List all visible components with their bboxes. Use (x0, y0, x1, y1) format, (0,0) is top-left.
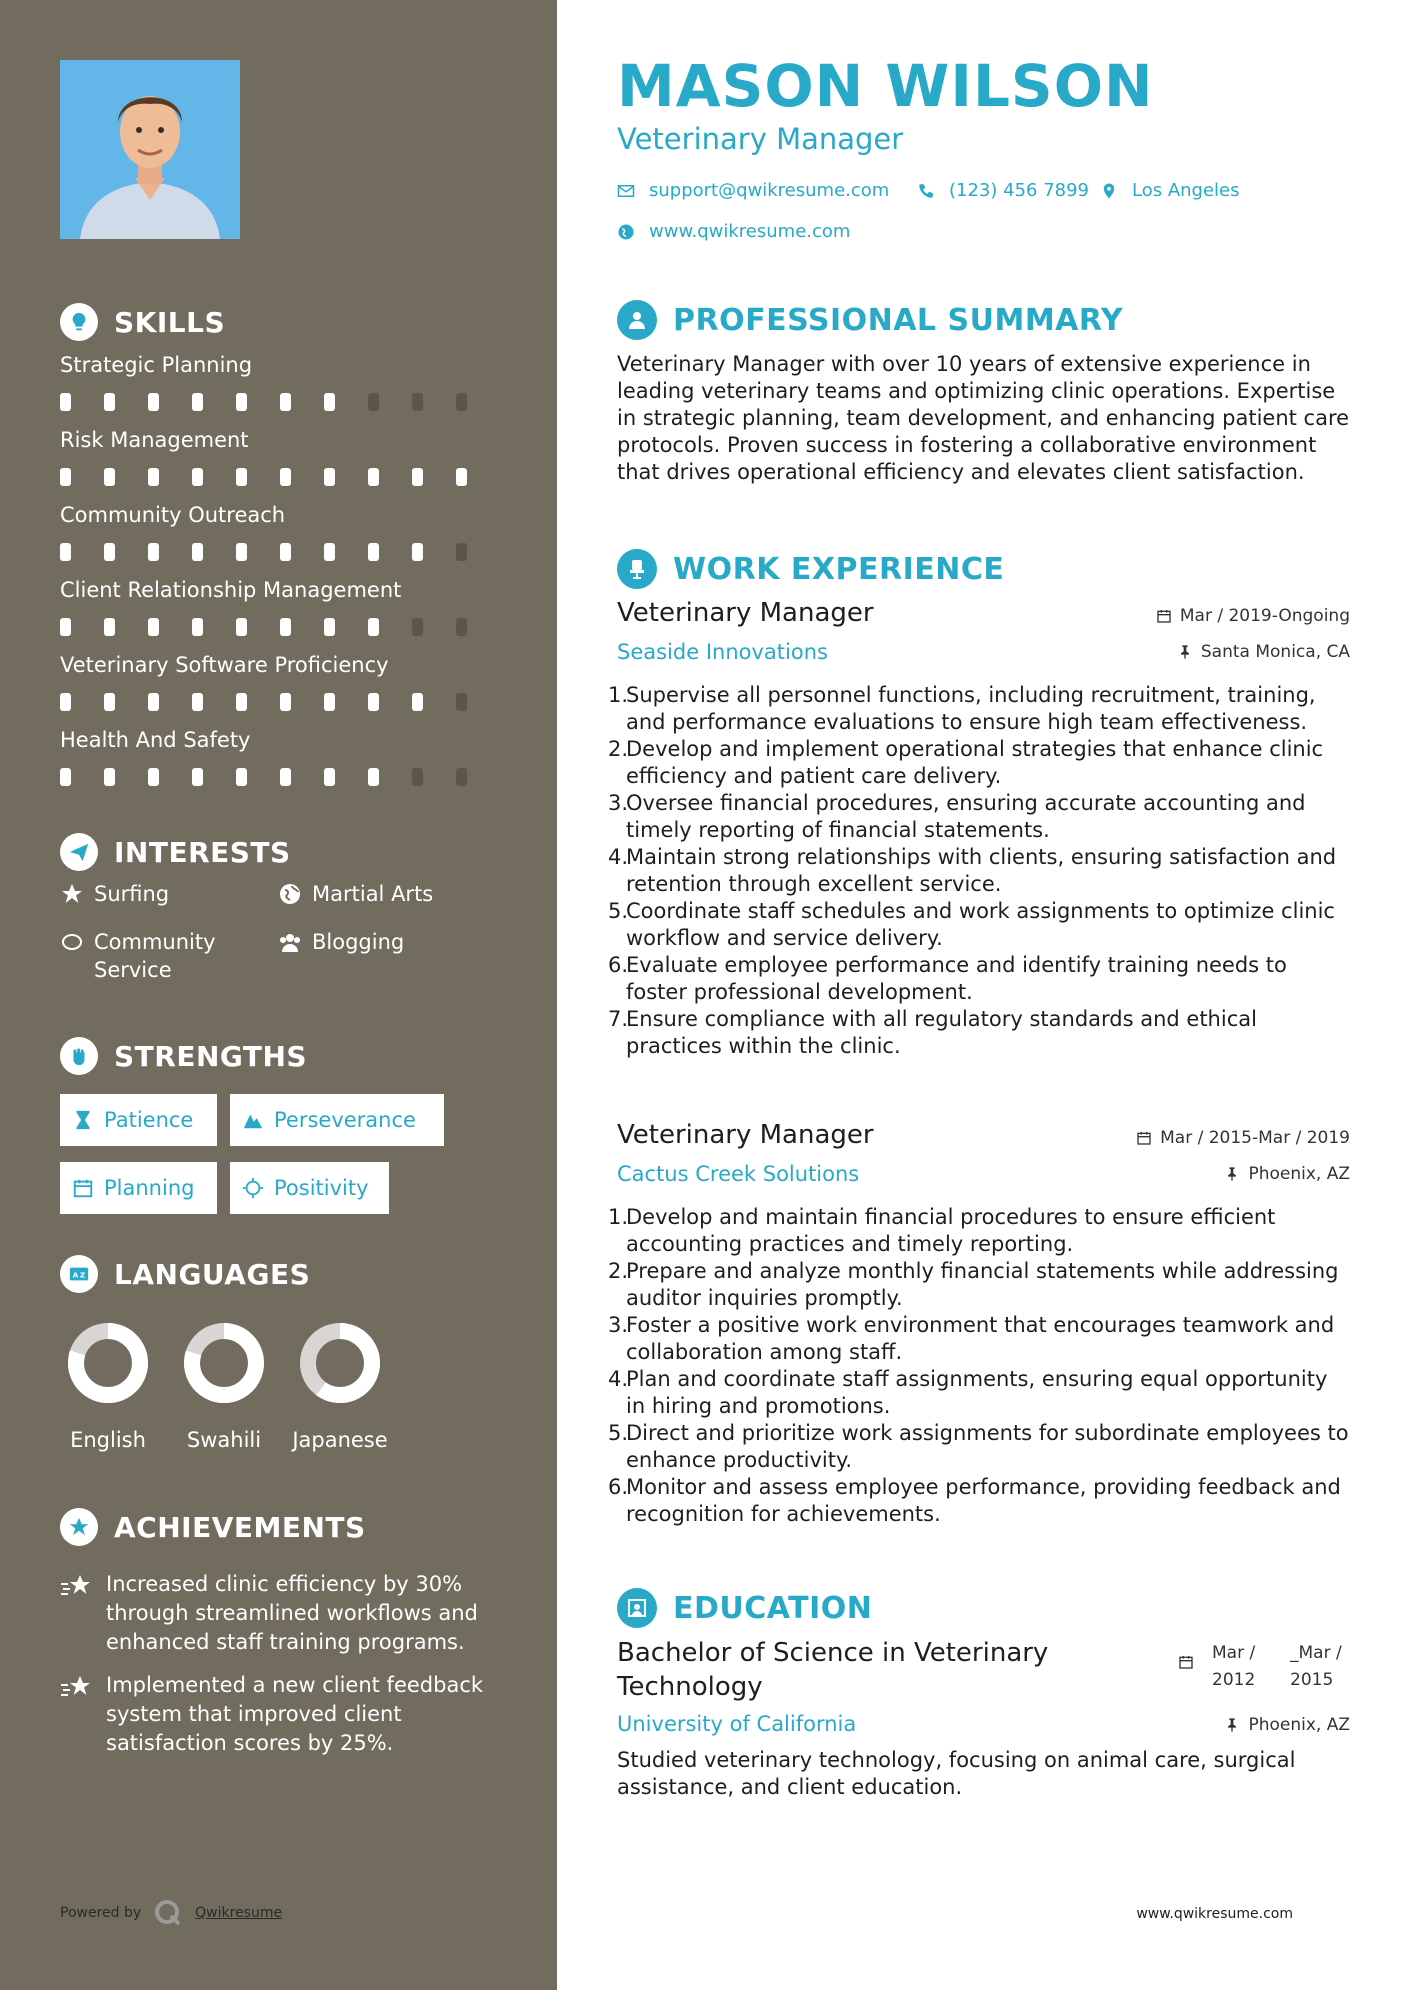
strengths-heading (60, 1037, 307, 1075)
skill-dot (236, 393, 247, 411)
skill-dot (456, 468, 467, 486)
phone-contact[interactable] (917, 180, 1089, 201)
candidate-name: MASON WILSON (617, 52, 1154, 120)
svg-text:A: A (72, 1270, 79, 1280)
bullet-text: Supervise all personnel functions, including recruitment, training, and performance evaluations to ensure high team effectiveness. (626, 683, 1316, 734)
globe-icon (617, 223, 635, 241)
skill-name: Risk Management (60, 428, 249, 452)
user-icon (617, 300, 657, 340)
interest-label: Martial Arts (312, 882, 434, 906)
languages-title: LANGUAGES (114, 1257, 311, 1291)
skill-dot (236, 768, 247, 786)
language-donut-icon (297, 1320, 383, 1406)
skill-dot (104, 618, 115, 636)
star-burst-icon (60, 1508, 98, 1546)
skill-dot (60, 468, 71, 486)
qwikresume-link[interactable]: Qwikresume (195, 1905, 283, 1921)
bullet-number: 6. (608, 1475, 629, 1499)
powered-by-label: Powered by (60, 1905, 142, 1921)
strength-badge (60, 1094, 217, 1146)
skill-dot (412, 693, 423, 711)
education-location (1224, 1715, 1350, 1735)
education-start (1212, 1640, 1272, 1694)
achievement-text: Implemented a new client feedback system that improved client satisfaction scores by 25%. (106, 1673, 484, 1755)
job-location-text: Phoenix, AZ (1248, 1164, 1350, 1184)
skill-item (60, 578, 500, 653)
hourglass-icon (72, 1109, 94, 1131)
calendar-icon (1156, 608, 1172, 624)
bullet-text: Foster a positive work environment that encourages teamwork and collaboration among staff. (626, 1313, 1335, 1364)
calendar-icon (1178, 1654, 1194, 1670)
phone-text: (123) 456 7899 (949, 180, 1090, 201)
skill-dot (412, 618, 423, 636)
job-dates (1136, 1128, 1350, 1148)
email-contact[interactable] (617, 180, 889, 201)
skill-dot (368, 768, 379, 786)
skills-title: SKILLS (114, 305, 226, 339)
language-donut-icon (65, 1320, 151, 1406)
skill-name: Veterinary Software Proficiency (60, 653, 389, 677)
skill-dot (324, 768, 335, 786)
job-bullet (608, 1420, 1350, 1474)
language-name: English (70, 1428, 146, 1452)
skill-dot (324, 693, 335, 711)
job-bullet (608, 790, 1350, 844)
shooting-star-icon (60, 1673, 94, 1703)
skill-dot (324, 543, 335, 561)
skill-item (60, 653, 500, 728)
mountain-icon (242, 1109, 264, 1131)
skills-heading (60, 303, 225, 341)
pushpin-icon (1177, 644, 1193, 660)
interest-label: Blogging (312, 930, 405, 954)
skill-dot (148, 768, 159, 786)
bullet-number: 5. (608, 1421, 629, 1445)
language-name: Swahili (186, 1428, 262, 1452)
skill-dot (280, 618, 291, 636)
education-dates (1178, 1640, 1350, 1694)
bullet-text: Oversee financial procedures, ensuring accurate accounting and timely reporting of financial statements. (626, 791, 1306, 842)
skill-dot (368, 693, 379, 711)
work-title: WORK EXPERIENCE (673, 551, 1005, 587)
skill-dot (412, 543, 423, 561)
job-bullet (608, 1204, 1350, 1258)
map-pin-icon (1100, 182, 1118, 200)
website-contact[interactable] (617, 221, 850, 242)
job-bullet (608, 1312, 1350, 1366)
sun-icon (242, 1177, 264, 1199)
skill-dot (148, 393, 159, 411)
skill-dot (412, 393, 423, 411)
job-bullet (608, 1366, 1350, 1420)
bullet-number: 7. (608, 1007, 629, 1031)
location-contact (1100, 180, 1240, 201)
skill-dot (236, 618, 247, 636)
interest-item (278, 928, 404, 956)
start-month: Mar / (1212, 1643, 1256, 1663)
graduation-icon (617, 1588, 657, 1628)
job-title: Veterinary Manager (617, 598, 874, 628)
skill-rating (60, 693, 500, 711)
bullet-number: 5. (608, 899, 629, 923)
strength-label: Perseverance (274, 1108, 416, 1132)
achievements-title: ACHIEVEMENTS (114, 1510, 366, 1544)
start-year: 2012 (1212, 1670, 1256, 1690)
job-bullet (608, 952, 1350, 1006)
bullet-number: 4. (608, 1367, 629, 1391)
bullet-text: Ensure compliance with all regulatory standards and ethical practices within the clinic. (626, 1007, 1257, 1058)
skill-dot (60, 393, 71, 411)
skill-dot (368, 393, 379, 411)
skills-list (60, 353, 500, 803)
achievements-list (60, 1570, 490, 1772)
job-location (1177, 642, 1350, 662)
lemon-icon (60, 930, 84, 954)
language-item (280, 1320, 400, 1452)
translate-icon (60, 1255, 98, 1293)
skill-item (60, 428, 500, 503)
job-dates-text: Mar / 2015-Mar / 2019 (1160, 1128, 1350, 1148)
shooting-star-icon (60, 1572, 94, 1602)
skill-dot (104, 768, 115, 786)
skill-dot (60, 543, 71, 561)
footer-url[interactable]: www.qwikresume.com (1136, 1906, 1293, 1922)
skill-dot (236, 693, 247, 711)
skill-dot (60, 768, 71, 786)
language-donut-icon (181, 1320, 267, 1406)
skill-dot (412, 468, 423, 486)
strength-label: Planning (104, 1176, 195, 1200)
summary-text: Veterinary Manager with over 10 years of extensive experience in leading veterinary teams and optimizing clinic operations. Expertise in strategic planning, team development, and enhancing patient care protocols. Proven success in fostering a collaborative environment that drives operational efficiency and elevates client satisfaction. (617, 352, 1350, 484)
interest-label: Community Service (94, 930, 216, 982)
strength-badge (60, 1162, 217, 1214)
skill-dot (148, 468, 159, 486)
skill-dot (192, 768, 203, 786)
skill-rating (60, 468, 500, 486)
skill-dot (104, 693, 115, 711)
skill-name: Health And Safety (60, 728, 251, 752)
skill-dot (192, 393, 203, 411)
strengths-title: STRENGTHS (114, 1039, 308, 1073)
skill-dot (104, 468, 115, 486)
lightbulb-icon (60, 303, 98, 341)
job-dates-text: Mar / 2019-Ongoing (1179, 606, 1350, 626)
powered-by (60, 1898, 282, 1928)
strength-badge (230, 1162, 389, 1214)
job-bullet (608, 736, 1350, 790)
job-bullet (608, 898, 1350, 952)
skill-dot (368, 543, 379, 561)
skill-dot (324, 468, 335, 486)
job-bullet (608, 844, 1350, 898)
website-text: www.qwikresume.com (649, 221, 851, 242)
skill-dot (192, 693, 203, 711)
skill-dot (456, 543, 467, 561)
bullet-text: Direct and prioritize work assignments for subordinate employees to enhance productivity. (626, 1421, 1349, 1472)
bullet-number: 2. (608, 1259, 629, 1283)
languages-heading (60, 1255, 310, 1293)
strength-label: Positivity (274, 1176, 369, 1200)
main-content (608, 0, 1350, 1990)
interest-item (60, 928, 260, 984)
skill-dot (236, 543, 247, 561)
phone-icon (917, 182, 935, 200)
qwikresume-logo-icon (153, 1898, 183, 1928)
strength-label: Patience (104, 1108, 194, 1132)
bullet-number: 1. (608, 683, 629, 707)
bullet-number: 3. (608, 791, 629, 815)
skill-item (60, 503, 500, 578)
summary-title: PROFESSIONAL SUMMARY (673, 302, 1124, 338)
job-dates (1156, 606, 1350, 626)
job-bullets (608, 682, 1350, 1060)
education-location-text: Phoenix, AZ (1248, 1715, 1350, 1735)
bullet-text: Evaluate employee performance and identify training needs to foster professional development. (626, 953, 1287, 1004)
language-name: Japanese (292, 1428, 388, 1452)
bullet-text: Maintain strong relationships with clients, ensuring satisfaction and retention through excellent service. (626, 845, 1337, 896)
skill-dot (148, 693, 159, 711)
bullet-number: 2. (608, 737, 629, 761)
skill-dot (456, 618, 467, 636)
skill-dot (324, 618, 335, 636)
bullet-number: 6. (608, 953, 629, 977)
skill-dot (324, 393, 335, 411)
paper-plane-icon (60, 833, 98, 871)
skill-name: Strategic Planning (60, 353, 253, 377)
svg-text:Z: Z (79, 1270, 86, 1280)
job-location (1224, 1164, 1350, 1184)
email-text: support@qwikresume.com (649, 180, 890, 201)
interests-title: INTERESTS (114, 835, 291, 869)
skill-dot (148, 543, 159, 561)
work-heading (617, 549, 1004, 589)
degree-title: Bachelor of Science in Veterinary Technology (617, 1638, 1049, 1702)
language-item (164, 1320, 284, 1452)
profile-photo (60, 60, 240, 239)
skill-dot (280, 693, 291, 711)
interests-heading (60, 833, 291, 871)
skill-dot (368, 618, 379, 636)
achievement-item (60, 1671, 490, 1758)
calendar-icon (1136, 1130, 1152, 1146)
end-month: _Mar / (1290, 1643, 1342, 1663)
job-location-text: Santa Monica, CA (1200, 642, 1350, 662)
education-end (1290, 1640, 1350, 1694)
job-bullet (608, 1474, 1350, 1528)
bullet-text: Plan and coordinate staff assignments, ensuring equal opportunity in hiring and promotions. (626, 1367, 1328, 1418)
skill-dot (104, 543, 115, 561)
skill-dot (148, 618, 159, 636)
job-title: Veterinary Manager (617, 1120, 874, 1150)
skill-name: Community Outreach (60, 503, 286, 527)
skill-item (60, 728, 500, 803)
skill-dot (104, 393, 115, 411)
envelope-icon (617, 182, 635, 200)
job-bullets (608, 1204, 1350, 1528)
candidate-role: Veterinary Manager (617, 122, 904, 156)
bullet-number: 3. (608, 1313, 629, 1337)
skill-rating (60, 543, 500, 561)
pushpin-icon (1224, 1166, 1240, 1182)
end-year: 2015 (1290, 1670, 1334, 1690)
skill-dot (280, 543, 291, 561)
skill-rating (60, 768, 500, 786)
office-chair-icon (617, 549, 657, 589)
job-bullet (608, 1006, 1350, 1060)
location-text: Los Angeles (1132, 180, 1240, 201)
company-name: Seaside Innovations (617, 640, 828, 664)
skill-dot (368, 468, 379, 486)
skill-dot (192, 468, 203, 486)
achievement-text: Increased clinic efficiency by 30% through streamlined workflows and enhanced staff training programs. (106, 1572, 478, 1654)
bullet-number: 1. (608, 1205, 629, 1229)
bullet-text: Develop and implement operational strategies that enhance clinic efficiency and patient care delivery. (626, 737, 1324, 788)
strength-badge (230, 1094, 444, 1146)
skill-dot (280, 768, 291, 786)
skill-dot (412, 768, 423, 786)
skill-item (60, 353, 500, 428)
summary-heading (617, 300, 1123, 340)
skill-dot (192, 543, 203, 561)
users-icon (278, 930, 302, 954)
bullet-text: Prepare and analyze monthly financial statements while addressing auditor inquiries promptly. (626, 1259, 1339, 1310)
interest-item (278, 880, 433, 908)
skill-dot (236, 468, 247, 486)
sidebar (0, 0, 557, 1990)
fist-icon (60, 1037, 98, 1075)
job-bullet (608, 682, 1350, 736)
star-icon (60, 882, 84, 906)
achievement-item (60, 1570, 490, 1657)
bullet-text: Monitor and assess employee performance, providing feedback and recognition for achievements. (626, 1475, 1341, 1526)
language-item (48, 1320, 168, 1452)
skill-dot (192, 618, 203, 636)
company-name: Cactus Creek Solutions (617, 1162, 860, 1186)
skill-dot (456, 693, 467, 711)
interest-label: Surfing (94, 882, 170, 906)
skill-dot (280, 393, 291, 411)
skill-dot (60, 693, 71, 711)
education-heading (617, 1588, 872, 1628)
education-title: EDUCATION (673, 1590, 873, 1626)
skill-name: Client Relationship Management (60, 578, 402, 602)
bullet-number: 4. (608, 845, 629, 869)
bullet-text: Develop and maintain financial procedures to ensure efficient accounting practices and timely reporting. (626, 1205, 1276, 1256)
skill-dot (60, 618, 71, 636)
school-name: University of California (617, 1712, 857, 1736)
skill-rating (60, 618, 500, 636)
interest-item (60, 880, 169, 908)
skill-dot (456, 393, 467, 411)
education-description: Studied veterinary technology, focusing on animal care, surgical assistance, and client education. (617, 1748, 1296, 1799)
bullet-text: Coordinate staff schedules and work assignments to optimize clinic workflow and service delivery. (626, 899, 1335, 950)
globe-icon (278, 882, 302, 906)
job-bullet (608, 1258, 1350, 1312)
skill-dot (456, 768, 467, 786)
skill-dot (280, 468, 291, 486)
pushpin-icon (1224, 1717, 1240, 1733)
person-photo-icon (60, 60, 240, 239)
skill-rating (60, 393, 500, 411)
achievements-heading (60, 1508, 366, 1546)
calendar-icon (72, 1177, 94, 1199)
